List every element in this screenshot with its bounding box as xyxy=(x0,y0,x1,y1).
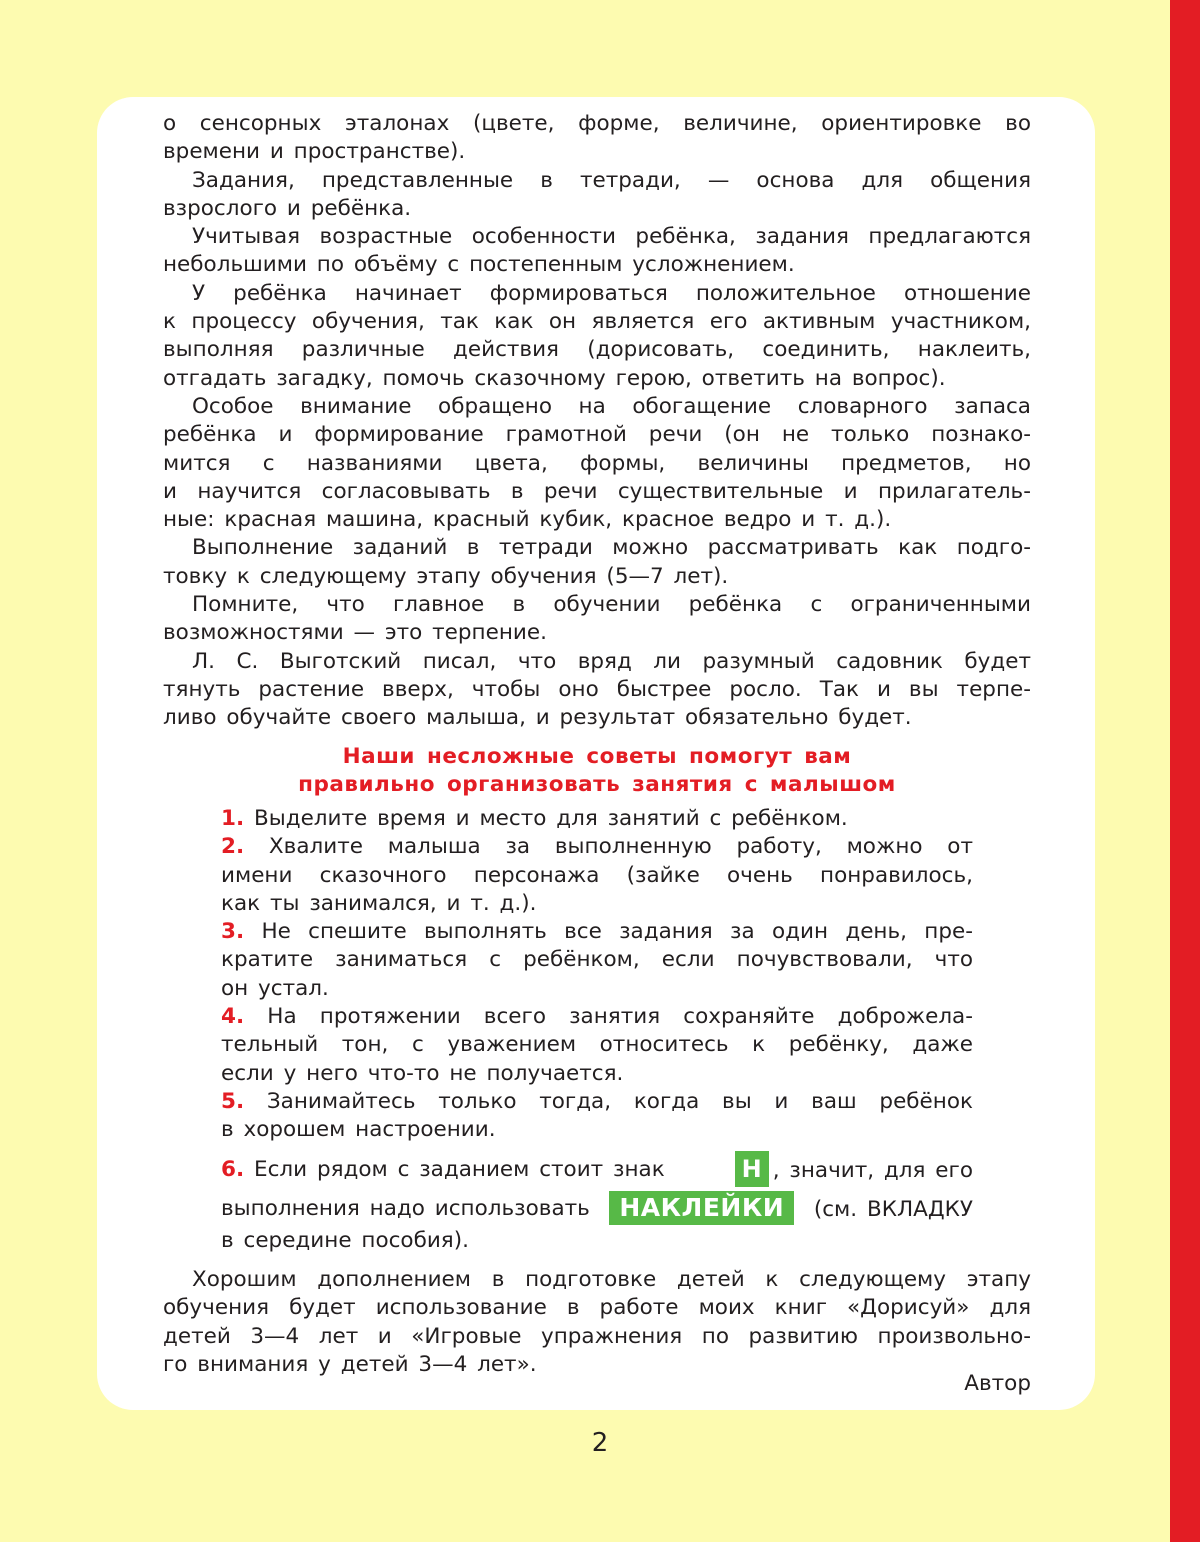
intro-line: Помните, что главное в обучении ребёнка с ограниченными xyxy=(192,592,1031,618)
intro-line: и научится согласовывать в речи существительные и прилагатель- xyxy=(163,478,1031,504)
red-edge-stripe xyxy=(1170,0,1200,1542)
tip-item xyxy=(221,1088,973,1145)
outro-line: обучения будет использование в работе моих книг «Дорисуй» для xyxy=(163,1295,1031,1321)
tips-heading-line-2: правильно организовать занятия с малышом xyxy=(298,772,896,797)
tip-line: Выделите время и место для занятий с ребёнком. xyxy=(253,806,848,831)
tip-line: если у него что-то не получается. xyxy=(221,1060,624,1086)
tip-line: в хорошем настроении. xyxy=(221,1117,496,1143)
tip-line: Хвалите малыша за выполненную работу, можно от xyxy=(268,834,973,860)
intro-line: товку к следующему этапу обучения (5—7 лет). xyxy=(163,563,729,589)
outro-line: детей 3—4 лет и «Игровые упражнения по развитию произвольно- xyxy=(163,1323,1031,1349)
intro-line: взрослого и ребёнка. xyxy=(163,195,412,221)
outro-text xyxy=(163,1266,1031,1379)
intro-line: к процессу обучения, так как он является его активным участником, xyxy=(163,309,1031,335)
intro-line: У ребёнка начинает формироваться положительное отношение xyxy=(192,280,1031,306)
outro-line: Хорошим дополнением в подготовке детей к следующему этапу xyxy=(192,1267,1031,1292)
intro-line: Выполнение заданий в тетради можно рассматривать как подго- xyxy=(192,535,1031,561)
intro-line: Особое внимание обращено на обогащение словарного запаса xyxy=(192,393,1031,419)
tip-line: кратите заниматься с ребёнком, если почувствовали, что xyxy=(221,947,973,973)
tip-number: 1. xyxy=(221,806,245,831)
tip-6 xyxy=(221,1150,973,1255)
tip-6-line-1: 6. Если рядом с заданием стоит знак Н , значит, для его xyxy=(221,1150,973,1188)
intro-text xyxy=(163,110,1031,733)
tip-number: 4. xyxy=(221,1004,245,1030)
intro-line: мится с названиями цвета, формы, величины предметов, но xyxy=(163,450,1031,476)
intro-line: ребёнка и формирование грамотной речи (он не только познако- xyxy=(163,422,1031,448)
intro-line: времени и пространстве). xyxy=(163,139,466,165)
tips-heading xyxy=(163,743,1031,799)
intro-line: ливо обучайте своего малыша, и результат обязательно будет. xyxy=(163,705,912,731)
tip-number: 3. xyxy=(221,919,245,945)
tip-line: Занимайтесь только тогда, когда вы и ваш ребёнок xyxy=(266,1088,973,1114)
author-signature: Автор xyxy=(964,1371,1031,1396)
intro-line: отгадать загадку, помочь сказочному герою, ответить на вопрос). xyxy=(163,365,946,391)
outro-line: го внимания у детей 3—4 лет». xyxy=(163,1351,537,1377)
intro-line: Задания, представленные в тетради, — основа для общения xyxy=(192,167,1031,193)
tips-heading-line-1: Наши несложные советы помогут вам xyxy=(342,744,852,769)
tip-line: Не спешите выполнять все задания за один день, пре- xyxy=(261,919,973,945)
tip-line: На протяжении всего занятия сохраняйте доброжела- xyxy=(267,1004,973,1030)
page-number: 2 xyxy=(591,1428,609,1458)
tip-item xyxy=(221,1003,973,1088)
tip-line: как ты занимался, и т. д.). xyxy=(221,890,537,916)
intro-line: Учитывая возрастные особенности ребёнка, задания предлагаются xyxy=(192,224,1031,250)
tip-number: 6. xyxy=(221,1156,245,1182)
intro-line: тянуть растение вверх, чтобы оно быстрее росло. Так и вы терпе- xyxy=(163,676,1031,702)
stickers-sign-badge: Н xyxy=(735,1151,769,1187)
stickers-badge: НАКЛЕЙКИ xyxy=(609,1191,794,1225)
tip-line: имени сказочного персонажа (зайке очень понравилось, xyxy=(221,862,973,888)
tip-item xyxy=(221,805,973,833)
intro-line: возможностями — это терпение. xyxy=(163,620,547,646)
tip-line: тельный тон, с уважением относитесь к ребёнку, даже xyxy=(221,1032,973,1058)
tips-list xyxy=(221,805,973,1145)
tip-number: 2. xyxy=(221,834,245,860)
tip-item xyxy=(221,918,973,1003)
intro-line: выполняя различные действия (дорисовать, соединить, наклеить, xyxy=(163,337,1031,363)
tip-number: 5. xyxy=(221,1088,245,1114)
tip-6-line-2: выполнения надо использовать НАКЛЕЙКИ (см. ВКЛАДКУ xyxy=(221,1190,973,1226)
tip-6-line-3: в середине пособия). xyxy=(221,1228,469,1253)
tip-item xyxy=(221,833,973,918)
tip-line: он устал. xyxy=(221,975,329,1001)
intro-line: Л. С. Выготский писал, что вряд ли разумный садовник будет xyxy=(192,648,1031,674)
intro-line: о сенсорных эталонах (цвете, форме, величине, ориентировке во xyxy=(163,111,1031,136)
intro-line: ные: красная машина, красный кубик, красное ведро и т. д.). xyxy=(163,507,892,533)
intro-line: небольшими по объёму с постепенным усложнением. xyxy=(163,252,795,278)
